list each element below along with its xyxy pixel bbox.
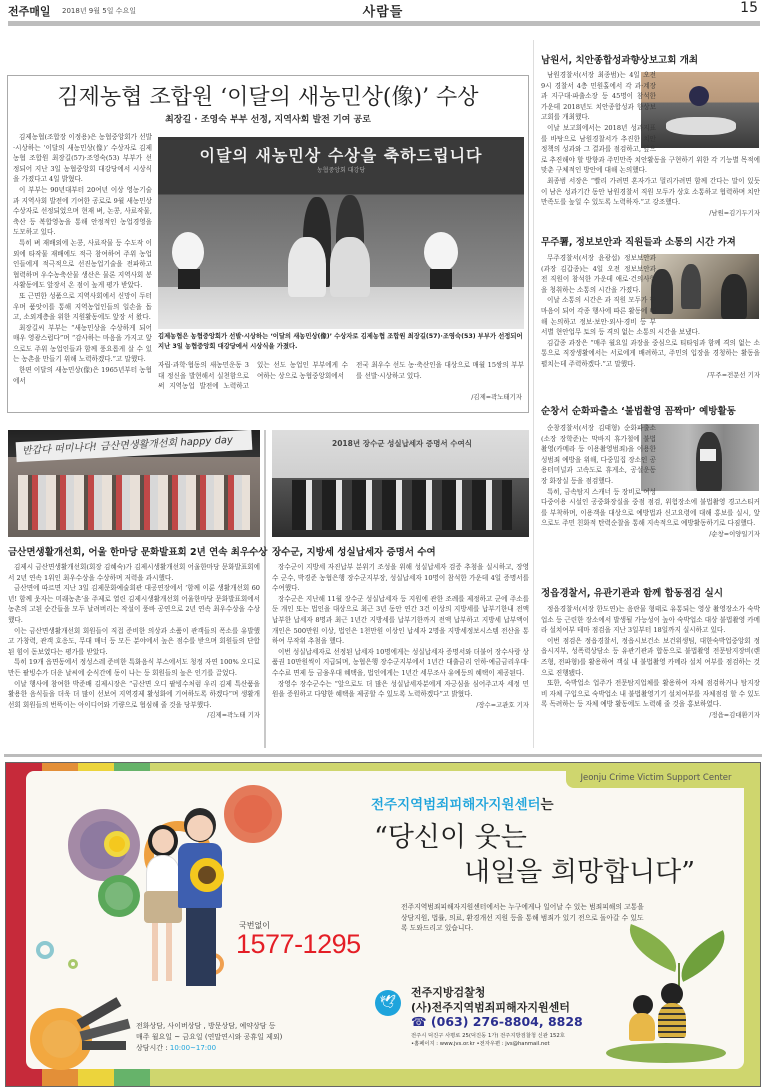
- byline: /김제=곽노태기자: [471, 393, 522, 401]
- lead-body: [13, 132, 152, 386]
- center-address: 전주시 덕진구 사평로 25(덕진동 1가) 전주지방검찰청 신관 152호: [411, 1033, 565, 1039]
- paragraph: 이날 소통의 시간은 과 직원 모두가 한마음이 되어 각종 행사에 따른 활동에 대해 논의하고 정보·보안·외사·경비 등 부서별 현안업무 토의 등 격의 없는 소통의 시간을 보냈다.: [541, 296, 700, 337]
- leg: [166, 923, 172, 981]
- person: [330, 237, 370, 297]
- photo-banner: 반갑다 떠미나다! 금산면생활개선회 happy day: [16, 430, 253, 462]
- stripe-green: [114, 1069, 150, 1086]
- paragraph: 무주경찰서(서장 윤광섭) 정보보안과(과장 김갑종)는 4일 오전 정보보안과 전 직원이 참석한 가운데 애로·건의사항을 청취하는 소통의 시간을 가졌다.: [541, 254, 656, 294]
- group-of-people: [292, 480, 512, 530]
- services-text: 전화상담, 사이버상담 , 방문상담, 예약상담 등: [136, 1022, 276, 1030]
- photo-banner: 이달의 새농민상 수상을 축하드립니다: [199, 146, 483, 165]
- paragraph: 또 근면한 성품으로 지역사회에서 신망이 두터우며 품앗이를 통해 지역농업인들의 일손을 돕고, 소외계층을 위한 지원활동에도 앞장 서 왔다.: [13, 291, 152, 322]
- leg: [152, 923, 158, 981]
- paragraph: 금산면에 따르면 지난 3일 김제문화예술회관 대공연장에서 ‘함께 이룬 생활개선회 60년! 함께 웃자는 미래농촌’을 주제로 열린 김제시생활개선회 어울한마당 문화발표회에서 농촌의 고된 순간들을 모두 날려버리는 작설이 풍바 공연으로 2년 연속 최우수상을 수상했다.: [8, 584, 260, 624]
- boy-figure: [661, 983, 683, 1005]
- article-body: [272, 562, 529, 710]
- quote-line-1: “당신이 웃는: [374, 822, 527, 853]
- paragraph: 남원경찰서(서장 최종범)는 4일 오전 9시 경찰서 4층 민원홀에서 각 과·계장과 지구대·파출소장 등 45명이 참석한 가운데 2018년도 치안종합성과 향상보고회를 개최했다.: [541, 71, 656, 122]
- article-title: 무주署, 정보보안과 직원들과 소통의 시간 가져: [541, 237, 736, 248]
- masthead: 전주매일: [8, 5, 51, 18]
- article-title: 정읍경찰서, 유관기관과 함께 합동점검 실시: [541, 588, 724, 599]
- girl-figure: [629, 1013, 655, 1041]
- building-graphic: [82, 1041, 126, 1050]
- paragraph: 한편 이달의 새농민상(像)은 1965년부터 농협에서: [13, 366, 152, 385]
- girl-face: [152, 829, 174, 853]
- paragraph: 정읍경찰서(서장 한도연)는 음란물 형태로 유통되는 영상 촬영장소가 숙박업소 등 근린한 장소에서 발생될 가능성이 높아 숙박업소 대상 불법촬영 카메라 설치여부 테마 점검을 지난 3일부터 18일까지 실시하고 있다.: [541, 605, 760, 635]
- time-label: 상담시간 :: [136, 1044, 170, 1052]
- article-title: 남원서, 치안종합성과향상보고회 개최: [541, 55, 699, 66]
- paragraph: 이번 점검은 정읍경찰서, 정읍시보건소 보건위생팀, 대한숙박업중앙회 정읍시지부, 성폭력상담소 등 유관기관과 합동으로 불법촬영 전문탐지장비(렌즈형, 전파형)를 활용하여 객실 내 불법촬영 카메라 설치 여부를 점검하는 것으로 진행됐다.: [541, 636, 760, 677]
- article-body: [8, 562, 260, 721]
- paragraph: 특히 19개 읍면동에서 정성스레 준비한 특화음식 부스에서도 청정 자연 100% 오디로 만든 팥빙수가 더운 날씨에 순식간에 동이 나는 등 회원들의 높은 인기를 끌었다.: [8, 658, 260, 677]
- hours-text: 매주 월요일 ~ 금요일 (연말연시와 공휴일 제외): [136, 1033, 283, 1041]
- article-title: 금산면생활개선회, 어울 한마당 문화발표회 2년 연속 최우수상: [8, 547, 268, 558]
- flower-pot: [172, 232, 204, 272]
- hotline-label: 국번없이: [239, 921, 270, 930]
- decorative-circle: [68, 959, 78, 969]
- photo-space: [656, 423, 760, 495]
- hotline-number[interactable]: 1577-1295: [236, 929, 361, 959]
- paragraph: 김제시 금산면생활개선회(회장 김혜숙)가 김제시생활개선회 어울한마당 문화발표회에서 2년 연속 1위인 최우수상을 수상하며 저력을 과시했다.: [8, 563, 260, 582]
- paragraph: 이는 금산면생활개선회 회원들이 직접 준비한 의상과 소품이 관객들의 폭소를 유발했고 가창력, 관객 호응도, 무대 매너 등 모든 분야에서 높은 점수를 받으며 회원들의 단합된 힘이 돋보였다는 평가를 받았다.: [8, 626, 260, 656]
- lead-body-cont: [158, 360, 348, 394]
- org-prosecutors: 전주지방검찰청: [411, 986, 486, 999]
- article-title: 순창서 순화파출소 ‘불법촬영 꼼짝마’ 예방활동: [541, 406, 736, 417]
- header-rule: [8, 21, 760, 26]
- center-english-name: Jeonju Crime Victim Support Center: [566, 768, 746, 788]
- paragraph: 김제농협(조합장 이정용)은 농협중앙회가 선발·시상하는 ‘이달의 새농민상(像)’ 수상자로 김제농협 조합원 최장길(57)·조영숙(53) 부부가 선정되어 지난 3일 농협중앙회 대강당에서 시상식을 가졌다고 4일 밝혔다.: [13, 133, 152, 184]
- paragraph: 장수군이 지방세 자진납부 분위기 조성을 위해 성실납세자 검증 추첨을 실시하고, 장영수 군수, 박경준 농협은행 장수군지부장, 성실납세자 10명이 참석한 가운데 4일 증명서를 수여했다.: [272, 563, 529, 593]
- service-info: [136, 1021, 282, 1054]
- ad-headline: [371, 793, 554, 813]
- paragraph: 이 부부는 90년대부터 20여년 이상 영농기술과 지역사회 발전에 기여한 공로로 9월 새농민상 수상자로 선정되었으며 현재 벼, 논콩, 사료작물, 축산 등 복합영농을 통해 안정적인 농업경영을 도모하고 있다.: [13, 185, 152, 237]
- grass: [606, 1043, 726, 1063]
- sunflower-icon: [104, 831, 130, 857]
- paragraph: 전국 최우수 선도 농·축산인을 대상으로 매월 15쌍의 부부를 선발·시상하고 있다.: [356, 361, 524, 380]
- lead-subtitle: 최장길 · 조영숙 부부 선정, 지역사회 발전 기여 공로: [165, 115, 371, 125]
- paragraph: 자립·과학·협동의 새농민운동 3대 정신을 발현해서 실천함으로써 지역농업 발전에 노력하고 있는 선도 농업인 부부에게 수여하는 상으로 농협중앙회에서: [158, 361, 348, 391]
- paragraph: 장영수 장수군수는 “앞으로도 더 많은 성실납세자분에게 자긍심을 심어주고자 세정 민원을 증원하고 다양한 혜택을 제공할 수 있도록 노력하겠다”고 밝혔다.: [272, 679, 529, 699]
- boy-jeans: [186, 908, 216, 986]
- flower-pot: [424, 232, 458, 272]
- column-divider: [264, 430, 266, 748]
- stripe-orange: [42, 1069, 78, 1086]
- stripe-yellow: [78, 1069, 114, 1086]
- stripe-orange: [42, 763, 78, 771]
- paragraph: 특히, 금속탐지 스캐너 등 장비로 여성 다중이용 시설인 공중화장실을 중점 점검, 위험장소에 불법촬영 경고스티커를 부착하며, 이용객을 대상으로 예방법과 신고요령에 대해 홍보를 실시, 앞으로도 주민 친화적 탄력순찰을 통해 지속적으로 예방활동하기로 다짐했다.: [541, 487, 760, 528]
- article-body: [541, 423, 760, 540]
- photo-space: [656, 70, 760, 150]
- sunflower-icon: [190, 858, 224, 892]
- issue-date: 2018년 9월 5일 수요일: [62, 7, 136, 15]
- paragraph: 이날 보고회에서는 2018년 성과지표를 바탕으로 남원경찰서가 추진한 치안정책의 성과와 그 결과를 점검하고, 앞으로 추진해야 할 방향과 주민만족 치안활동을 구현하기 위한 각 기능별 목적에 맞춘 구체적인 방안에 대해 논의했다.: [541, 123, 760, 175]
- time-value: 10:00~17:00: [169, 1044, 217, 1052]
- paragraph: 최장길씨 부부는 “새농민상을 수상하게 되어 매우 영광스럽다”며 “감사하는 마음을 가지고 앞으로도 주위 농업인들과 함께 풍요롭게 살 수 있는 농촌을 만들기 위해 노력하겠다.”고 말했다.: [13, 323, 152, 364]
- byline: /순창=이양일기자: [709, 529, 760, 538]
- paragraph: 최종범 서장은 “빨리 가려면 혼자가고 멀리가려면 함께 간다는 말이 있듯이 남은 성과기간 동안 남원경찰서 직원 모두가 상호 소통하고 협력하며 치안만족도를 높일 수 있도록 노력하자.”고 강조했다.: [541, 176, 760, 207]
- column-divider: [533, 40, 534, 748]
- paragraph: 장수군은 지난해 11월 장수군 성실납세자 등 지원에 관한 조례를 제정하고 군에 주소를 둔 개인 또는 법인을 대상으로 최근 3년 동안 연간 3건 이상의 지방세를 납부기한내 전액 납부한 납세자 8명과 최근 1년간 지방세를 납부기한까지 전액 납부하고 지방세 납부액이 개인은 500만원 이상, 법인은 1천만원 이상인 납세자 2명을 지방세정보시스템 전산을 통하여 무작위 추첨을 했다.: [272, 594, 529, 646]
- article-body: [541, 253, 760, 380]
- lead-photo: [158, 137, 524, 329]
- stripe-green: [114, 763, 150, 771]
- byline: /무주=전문선 기자: [707, 370, 760, 379]
- decorative-circle: [224, 785, 282, 843]
- girl-figure: [633, 995, 653, 1015]
- page-number: 15: [740, 0, 758, 16]
- stripe-yellow: [78, 763, 114, 771]
- article-body: [541, 604, 760, 721]
- ad-description: 전주지역범죄피해자지원센터에서는 누구에게나 일어날 수 있는 범죄피해의 고통을 상담지원, 법률, 의료, 환경개선 지원 등을 통해 범죄가 있기 전으로 돌아갈 수 있도록 도와드리고 있습니다.: [401, 903, 644, 932]
- lead-title: 김제농협 조합원 ‘이달의 새농민상(像)’ 수상: [57, 85, 479, 110]
- article-title: 장수군, 지방세 성실납세자 증명서 수여: [272, 547, 436, 558]
- section-title: 사람들: [362, 5, 404, 20]
- pot: [430, 269, 452, 289]
- paragraph: 특히 벼 재배외에 논콩, 사료작물 등 수도작 이외에 타작물 재배에도 적극 참여하여 주위 농업인들에게 적극적으로 선진농업기술을 전파하고 협력하며 우수농축산물 생산은 물론 지역사회 봉사활동에도 앞장서 온 점이 높게 평가 받았다.: [13, 238, 152, 290]
- girl-shorts: [144, 891, 182, 923]
- pot: [178, 269, 200, 289]
- boy-figure: [658, 1003, 686, 1038]
- article-photo: [272, 430, 529, 537]
- paragraph: 또한, 숙박업소 업주가 전문탐지업체를 활용하여 자체 점검하거나 탐지장비 자체 구입으로 숙박업소 내 불법촬영기기 설치여부를 자체점검 할 수 있도록 독려하는 등 자체 예방 활동에도 노력해 줄 것을 홍보하였다.: [541, 679, 760, 709]
- byline: /김제=곽노태 기자: [207, 711, 260, 720]
- paragraph: 이번 성실납세자로 선정된 납세자 10명에게는 성실납세자 증명서와 더불어 장수사랑 상품권 10만원씩이 지급되며, 농협은행 장수군지부에서 1년간 대출금리 인하·예금금리우대·수수료 면제 등 금융우대 혜택을, 법인에게는 1년간 세무조사 유예등의 혜택이 제공된다.: [272, 647, 529, 677]
- boy-face: [187, 815, 213, 841]
- dove-logo-icon: 🕊: [375, 990, 401, 1016]
- section-rule: [4, 754, 762, 757]
- center-contact[interactable]: •홈페이지 : www.jvs.or.kr •전자우편 : jvs@hanmail.net: [411, 1041, 550, 1047]
- paragraph: 이날 행사에 참여한 박준배 김제시장은 “금산면 오디 팥빙수처럼 우리 김제 특산품을 활용한 음식들을 더욱 더 많이 선보여 지역경제 활성화에 기여하도록 하겠다”며 생활개선회 회원들의 번뜩이는 아이디어와 기량으로 협심해 줄 것을 당부했다.: [8, 679, 260, 709]
- photo-banner-sub: 농협중앙회 대강당: [316, 167, 366, 174]
- advertisement: [5, 762, 761, 1087]
- person: [288, 237, 326, 297]
- photo-space: [656, 253, 760, 321]
- article-photo: [8, 430, 260, 537]
- center-phone[interactable]: ☎ (063) 276-8804, 8828: [411, 1014, 583, 1029]
- lead-photo-caption: 김제농협은 농협중앙회가 선발·시상하는 ‘이달의 새농민상(像)’ 수상자로 김제농협 조합원 최장길(57)·조영숙(53) 부부가 선정되어 지난 3일 농협중앙회 대강당에서 시상식을 가졌다.: [158, 333, 523, 350]
- article-body: [541, 70, 760, 218]
- decorative-circle: [36, 941, 54, 959]
- lead-body-end: [356, 360, 524, 381]
- byline: /장수=고관호 기자: [476, 700, 529, 709]
- consult-time: [136, 1043, 282, 1054]
- byline: /정읍=김대환기자: [709, 710, 760, 719]
- group-of-people: [18, 475, 250, 530]
- headline-suffix: 는: [540, 797, 554, 813]
- byline: /남원=김기두기자: [709, 208, 760, 217]
- paragraph: 김갑종 과장은 “매주 월요일 과장을 중심으로 티타임과 함께 격의 없는 소통으로 직장생활에서는 서로에게 배려하고, 주민의 입장을 경청하는 활동을 펼치는데 주력하겠다.”고 말했다.: [541, 338, 760, 368]
- paragraph: 순창경찰서(서장 김태형) 순화파출소(소장 장학준)는 막바지 휴가철에 불법촬영(카메라 등 이용촬영범죄)을 이용한 성범죄 예방을 위해, 다중밀집 장소인 공용터미널과 고속도로 휴게소, 공설운동장 화장실 등을 점검했다.: [541, 424, 656, 485]
- photo-banner: 2018년 장수군 성실납세자 증명서 수여식: [332, 439, 472, 448]
- org-center: (사)전주지역범죄피해자지원센터: [411, 1001, 570, 1014]
- decorative-circle: [98, 875, 140, 917]
- girl-shirt: [146, 855, 180, 895]
- center-name: 전주지역범죄피해자지원센터: [371, 797, 541, 813]
- quote-line-2: 내일을 희망합니다”: [464, 857, 696, 888]
